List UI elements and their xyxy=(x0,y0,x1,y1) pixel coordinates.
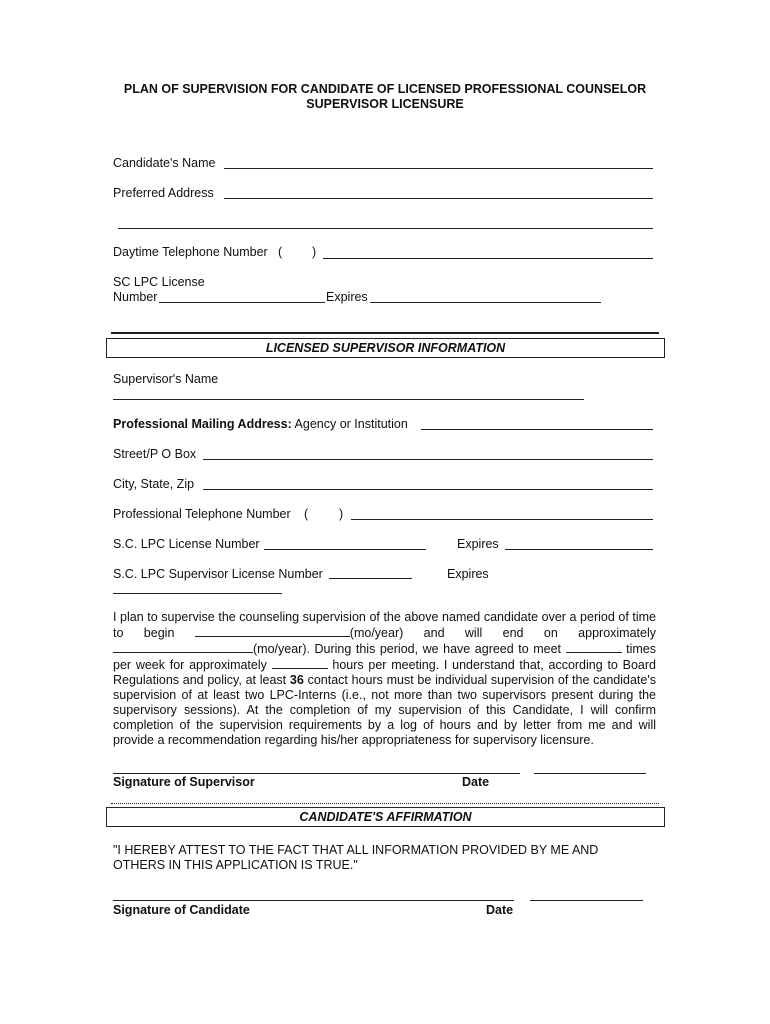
candidate-name-field[interactable] xyxy=(224,168,653,169)
supervisor-date-field[interactable] xyxy=(534,773,646,774)
hours-per-meeting-field[interactable] xyxy=(272,657,328,669)
city-state-zip-label: City, State, Zip xyxy=(113,477,195,491)
times-per-week-field[interactable] xyxy=(566,641,622,653)
professional-phone-label: Professional Telephone Number xyxy=(113,507,291,521)
affirmation-divider xyxy=(111,803,659,804)
supervisor-name-field[interactable] xyxy=(113,399,584,400)
affirmation-text-line2: OTHERS IN THIS APPLICATION IS TRUE." xyxy=(113,858,358,872)
supervisor-license-field[interactable] xyxy=(329,578,412,579)
professional-phone-field[interactable] xyxy=(351,519,653,520)
supervisor-info-heading: LICENSED SUPERVISOR INFORMATION xyxy=(106,338,665,358)
lpc-license-label-2: Number xyxy=(113,290,158,304)
paragraph-part-6: contact hours must be individual supervision of the candidate's supervision of at least two LPC-Interns (i.e., not more than two supervisors present during the supervisory sessions). At the completion of my supervision of this Candidate, I will confirm completion of the supervision requirements by a log of hours and by letter from me and will provide a recommendation regarding his/her appropriateness for supervisory licensure. xyxy=(113,673,656,747)
lpc-license-expires-field[interactable] xyxy=(370,302,601,303)
end-date-field[interactable] xyxy=(113,641,253,653)
contact-hours-number: 36 xyxy=(289,673,304,687)
paragraph-part-2: (mo/year) and will end on approximately xyxy=(349,626,656,640)
preferred-address-field[interactable] xyxy=(224,198,653,199)
sc-lpc-expires-label: Expires xyxy=(457,537,499,551)
supervisor-name-label: Supervisor's Name xyxy=(113,372,219,386)
lpc-license-label-1: SC LPC License xyxy=(113,275,205,289)
sc-lpc-expires-field[interactable] xyxy=(505,549,653,550)
preferred-address-label: Preferred Address xyxy=(113,186,214,200)
supervisor-license-label: S.C. LPC Supervisor License Number xyxy=(113,567,323,581)
paragraph-part-4: times per week for approximately xyxy=(113,642,656,672)
agency-field[interactable] xyxy=(421,429,653,430)
supervisor-license-expires-field[interactable] xyxy=(113,593,282,594)
form-title-line2: SUPERVISOR LICENSURE xyxy=(306,97,464,111)
daytime-phone-close-paren: ) xyxy=(312,245,317,259)
mailing-address-bold: Professional Mailing Address: xyxy=(113,417,292,431)
supervisor-license-expires-label: Expires xyxy=(447,567,489,581)
lpc-license-number-field[interactable] xyxy=(159,302,325,303)
paragraph-part-5: hours per meeting. I understand that, according to Board Regulations and policy, at least xyxy=(113,658,656,687)
sc-lpc-license-field[interactable] xyxy=(264,549,426,550)
supervisor-signature-field[interactable] xyxy=(113,773,520,774)
preferred-address-field-2[interactable] xyxy=(118,228,653,229)
daytime-phone-label: Daytime Telephone Number xyxy=(113,245,268,259)
paragraph-part-3: (mo/year). During this period, we have agreed to meet xyxy=(253,642,562,656)
lpc-license-expires-label: Expires xyxy=(326,290,368,304)
daytime-phone-open-paren: ( xyxy=(278,245,283,259)
candidate-signature-label: Signature of Candidate xyxy=(113,903,250,917)
candidate-date-field[interactable] xyxy=(530,900,643,901)
mailing-address-agency: Agency or Institution xyxy=(294,417,408,431)
city-state-zip-field[interactable] xyxy=(203,489,653,490)
form-title-line1: PLAN OF SUPERVISION FOR CANDIDATE OF LICENSED PROFESSIONAL COUNSELOR xyxy=(123,82,647,96)
candidate-affirmation-heading: CANDIDATE'S AFFIRMATION xyxy=(106,807,665,827)
candidate-signature-field[interactable] xyxy=(113,900,514,901)
street-field[interactable] xyxy=(203,459,653,460)
candidate-date-label: Date xyxy=(486,903,514,917)
paragraph-part-1: I plan to supervise the counseling supervision of the above named candidate over a period of time to begin xyxy=(113,610,656,640)
professional-phone-close-paren: ) xyxy=(339,507,344,521)
professional-phone-open-paren: ( xyxy=(304,507,309,521)
affirmation-text-line1: "I HEREBY ATTEST TO THE FACT THAT ALL INFORMATION PROVIDED BY ME AND xyxy=(113,843,599,857)
street-label: Street/P O Box xyxy=(113,447,197,461)
supervisor-date-label: Date xyxy=(462,775,490,789)
supervision-plan-paragraph xyxy=(113,610,656,748)
sc-lpc-license-label: S.C. LPC License Number xyxy=(113,537,260,551)
supervisor-signature-label: Signature of Supervisor xyxy=(113,775,255,789)
daytime-phone-field[interactable] xyxy=(323,258,653,259)
mailing-address-label xyxy=(113,417,408,431)
begin-date-field[interactable] xyxy=(195,625,350,637)
section-divider xyxy=(111,332,659,334)
candidate-name-label: Candidate's Name xyxy=(113,156,216,170)
